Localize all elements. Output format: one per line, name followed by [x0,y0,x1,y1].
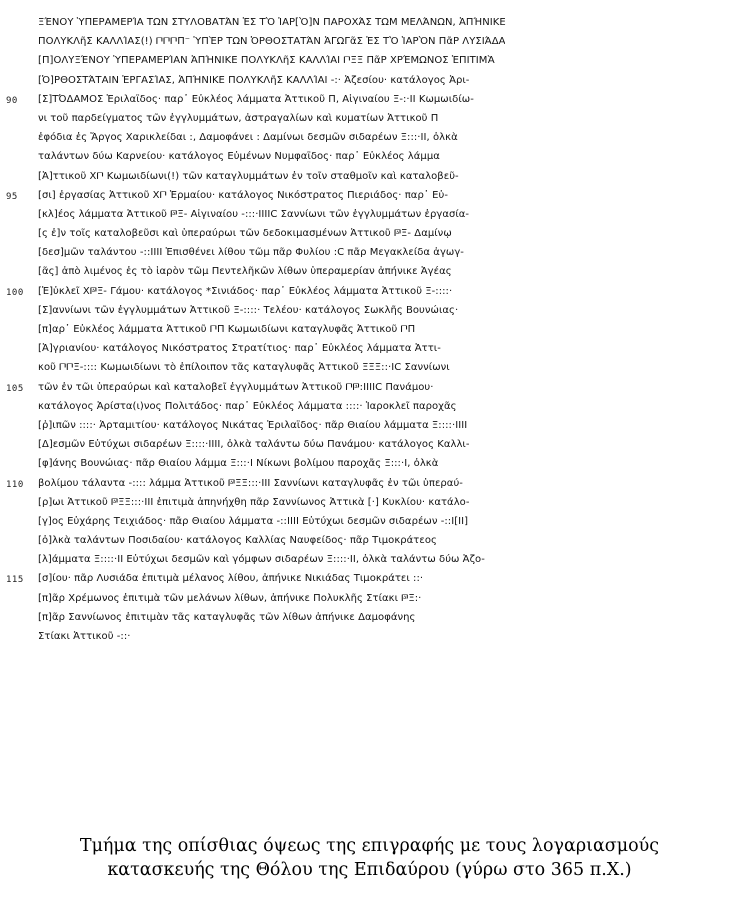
inscription-line [0,593,739,612]
inscription-line [0,401,739,420]
line-text: [λ]άμματα Ξ::::·ΙΙ Εὐτύχωι δεσμῶν καὶ γόμφων σιδαρέων Ξ::::·ΙΙ, ὀλκὰ ταλάντω δύω Ἀζο- [38,554,485,566]
inscription-line [0,247,739,266]
inscription-line [0,573,739,592]
line-text: [Σ]αννίωνι τῶν ἐγγλυμμάτων Ἀττικοῦ Ξ-::::· Τελέου· κατάλογος Σωκλῆς Βουνώιας· [38,304,459,316]
caption-line-2: κατασκευής της Θόλου της Επιδαύρου (γύρω στο 365 π.Χ.) [107,860,632,880]
inscription-line [0,478,739,497]
inscription-line [0,382,739,401]
inscription-line [0,286,739,305]
inscription-line [0,171,739,190]
inscription-line [0,55,739,74]
inscription-line [0,228,739,247]
line-text: [Ἀ]γριανίου· κατάλογος Νικόστρατος Στρατίτιος· παρ᾽ Εὐκλέος λάμματα Ἀττι- [38,343,441,355]
figure-caption [0,834,739,882]
line-text: νι τοῦ παρδείγματος τῶν ἐγγλυμμάτων, ἀστραγαλίων καὶ κυματίων Ἀττικοῦ Π [38,112,439,124]
line-number: 90 [6,95,18,106]
inscription-line [0,554,739,573]
line-text: [ὀ]λκὰ ταλάντων Ποσιδαίου· κατάλογος Καλλίας Ναυφείδος· πᾶρ Τιμοκράτεος [38,535,437,547]
inscription-line [0,420,739,439]
line-text: [σ]ίου· πᾶρ Λυσιάδα ἐπιτιμὰ μέλανος λίθου, ἀπήνικε Νικιάδας Τιμοκράτει ::· [38,573,424,585]
line-text: [Ἐ]ὐκλεῖ Χ𐅄Ξ- Γάμου· κατάλογος *Σινιάδος· παρ᾽ Εὐκλέος λάμματα Ἀττικοῦ Ξ-::::· [38,285,453,297]
line-text: ἐφόδια ἐς Ἄργος Χαρικλείδαι :, Δαμοφάνει : Δαμίνωι δεσμῶν σιδαρέων Ξ:::·ΙΙ, ὀλκὰ [38,132,458,144]
inscription-line [0,305,739,324]
line-text: [Δ]εσμῶν Εὐτύχωι σιδαρέων Ξ::::·ΙΙΙΙ, ὀλκὰ ταλάντω δύω Πανάμου· κατάλογος Καλλι- [38,439,470,451]
line-number: 95 [6,191,18,202]
line-text: τῶν ἐν τῶι ὑπεραύρωι καὶ καταλοβεῖ ἐγγλυμμάτων Ἀττικοῦ 𐅃𐅄:ΙΙΙΙC Πανάμου· [38,381,434,393]
inscription-line [0,209,739,228]
inscription-line [0,631,739,650]
inscription-line [0,113,739,132]
line-text: ΠΟΛΥΚΛῆΣ ΚΑΛΛΊΑΣ(!) 𐅃𐅃𐅃Π⁻ ὙΠῈΡ ΤΩΝ ὈΡΘΟΣΤΑΤΆΝ ἈΓΩΓᾶΣ ἘΣ ΤῸ ἹΑΡῸΝ ΠᾶΡ ΛΥΣΙΆΔΑ [38,36,506,48]
inscription-line [0,612,739,631]
inscription-line [0,75,739,94]
line-text: κατάλογος Ἀρίστα(ι)νος Πολιτάδος· παρ᾽ Εὐκλέος λάμματα ::::· Ἰαροκλεῖ παροχᾶς [38,400,457,412]
line-text: [ῥ]ιπῶν ::::· Ἀρταμιτίου· κατάλογος Νικάτας Ἐριλαΐδος· πᾶρ Θιαίου λάμματα Ξ::::·ΙΙΙΙ [38,419,468,431]
line-text: [ς ἐ]ν τοῖς καταλοβεῦσι καὶ ὑπεραύρωι τῶν δεδοκιμασμένων Ἀττικοῦ 𐅄Ξ- Δαμίνῳ [38,228,452,240]
line-text: [Ὀ]ΡΘΟΣΤΆΤΑΙΝ ἘΡΓΑΣΊΑΣ, ἈΠΉΝΙΚΕ ΠΟΛΥΚΛῆΣ ΚΑΛΛΊΑΙ -:· Ἀζεσίου· κατάλογος Ἀρι- [38,74,470,86]
inscription-line [0,94,739,113]
line-number: 100 [6,287,24,298]
line-number: 105 [6,383,24,394]
line-text: [π]ᾶρ Χρέμωνος ἐπιτιμὰ τῶν μελάνων λίθων, ἀπήνικε Πολυκλῆς Στίακι 𐅄Ξ:· [38,592,422,604]
inscription-line [0,190,739,209]
inscription-line [0,535,739,554]
line-text: Στίακι Ἀττικοῦ -::· [38,631,131,642]
inscription-line [0,497,739,516]
line-number: 110 [6,479,24,490]
inscription-line [0,132,739,151]
inscription-line [0,36,739,55]
inscription-line [0,516,739,535]
inscription-line [0,343,739,362]
inscription-line [0,362,739,381]
inscription-line [0,151,739,170]
line-text: [Σ]ΤΌΔΑΜΟΣ Ἐριλαΐδος· παρ᾽ Εὐκλέος λάμματα Ἀττικοῦ Π, Αἰγιναίου Ξ-:·ΙΙ Κωμωιδίω- [38,93,474,105]
line-text: [π]ᾶρ Σαννίωνος ἐπιτιμὰν τᾶς καταγλυφᾶς τῶν λίθων ἀπήνικε Δαμοφάνης [38,611,416,623]
line-text: ΞΈΝΟΥ ὙΠΕΡΑΜΕΡΊΑ ΤΩΝ ΣΤΥΛΟΒΑΤΆΝ ἘΣ ΤῸ ἹΑΡ[Ὸ]Ν ΠΑΡΟΧΆΣ ΤΩΜ ΜΕΛΆΝΩΝ, ἈΠΉΝΙΚΕ [38,17,506,28]
line-text: [ᾶς] ἀπὸ λιμένος ἐς τὸ ἱαρὸν τῶμ Πεντελῆκῶν λίθων ὑπεραμερίαν ἀπήνικε Ἀγέας [38,266,452,278]
line-text: ταλάντων δύω Καρνείου· κατάλογος Εὐμένων Νυμφαΐδος· παρ᾽ Εὐκλέος λάμμα [38,151,440,163]
line-number: 115 [6,575,24,586]
inscription-line [0,266,739,285]
line-text: [Ἀ]ττικοῦ Χ𐅃 Κωμωιδίωνι(!) τῶν καταγλυμμάτων ἐν τοῖν σταθμοῖν καὶ καταλοβεῦ- [38,170,459,182]
line-text: [π]αρ᾽ Εὐκλέος λάμματα Ἀττικοῦ 𐅃Π Κωμωιδίωνι καταγλυφᾶς Ἀττικοῦ 𐅃Π [38,324,416,335]
line-text: [φ]άνης Βουνώιας· πᾶρ Θιαίου λάμμα Ξ:::·Ι Νίκωνι βολίμου παροχᾶς Ξ:::·Ι, ὀλκὰ [38,458,439,470]
inscription-line [0,439,739,458]
line-text: [ρ]ωι Ἀττικοῦ 𐅄ΞΞ:::·ΙΙΙ ἐπιτιμὰ ἀπηνήχθη πᾶρ Σαννίωνος Ἀττικὰ [·] Κυκλίου· κατάλο- [38,496,470,508]
line-text: [κλ]έος λάμματα Ἀττικοῦ 𐅄Ξ- Αἰγιναίου -:::·ΙΙΙΙC Σαννίωνι τῶν ἐγγλυμμάτων ἐργασία- [38,208,470,220]
line-text: βολίμου τάλαντα -:::: λάμμα Ἀττικοῦ 𐅄ΞΞ:::·ΙΙΙ Σαννίωνι καταγλυφᾶς ἐν τῶι ὑπεραύ- [38,477,463,489]
inscription-line [0,17,739,36]
line-text: [γ]ος Εὐχάρης Τειχιάδος· πᾶρ Θιαίου λάμματα -::ΙΙΙΙ Εὐτύχωι δεσμῶν σιδαρέων -::Ι[ΙΙ] [38,515,469,527]
caption-line-1: Τμήμα της οπίσθιας όψεως της επιγραφής με τους λογαριασμούς [79,836,660,856]
line-text: κοῦ 𐅃𐅃Ξ-:::: Κωμωιδίωνι τὸ ἐπίλοιπον τᾶς καταγλυφᾶς Ἀττικοῦ ΞΞΞ::·ΙC Σαννίωνι [38,362,450,374]
inscription-text-block [0,17,739,650]
line-text: [Π]ΟΛΥΞΈΝΟΥ ὙΠΕΡΑΜΕΡΊΑΝ ἈΠΉΝΙΚΕ ΠΟΛΥΚΛῆΣ ΚΑΛΛΊΑΙ 𐅃ΞΞ ΠᾶΡ ΧΡΈΜΩΝΟΣ ἘΠΙΤΙΜᾺ [38,55,495,67]
line-text: [σι] ἐργασίας Ἀττικοῦ Χ𐅃 Ἑρμαίου· κατάλογος Νικόστρατος Πιεριάδος· παρ᾽ Εὐ- [38,189,448,201]
inscription-line [0,458,739,477]
inscription-line [0,324,739,343]
line-text: [δεσ]μῶν ταλάντου -::ΙΙΙΙ Ἐπισθένει λίθου τῶμ πᾶρ Φυλίου :C πᾶρ Μεγακλείδα ἀγωγ- [38,247,464,259]
